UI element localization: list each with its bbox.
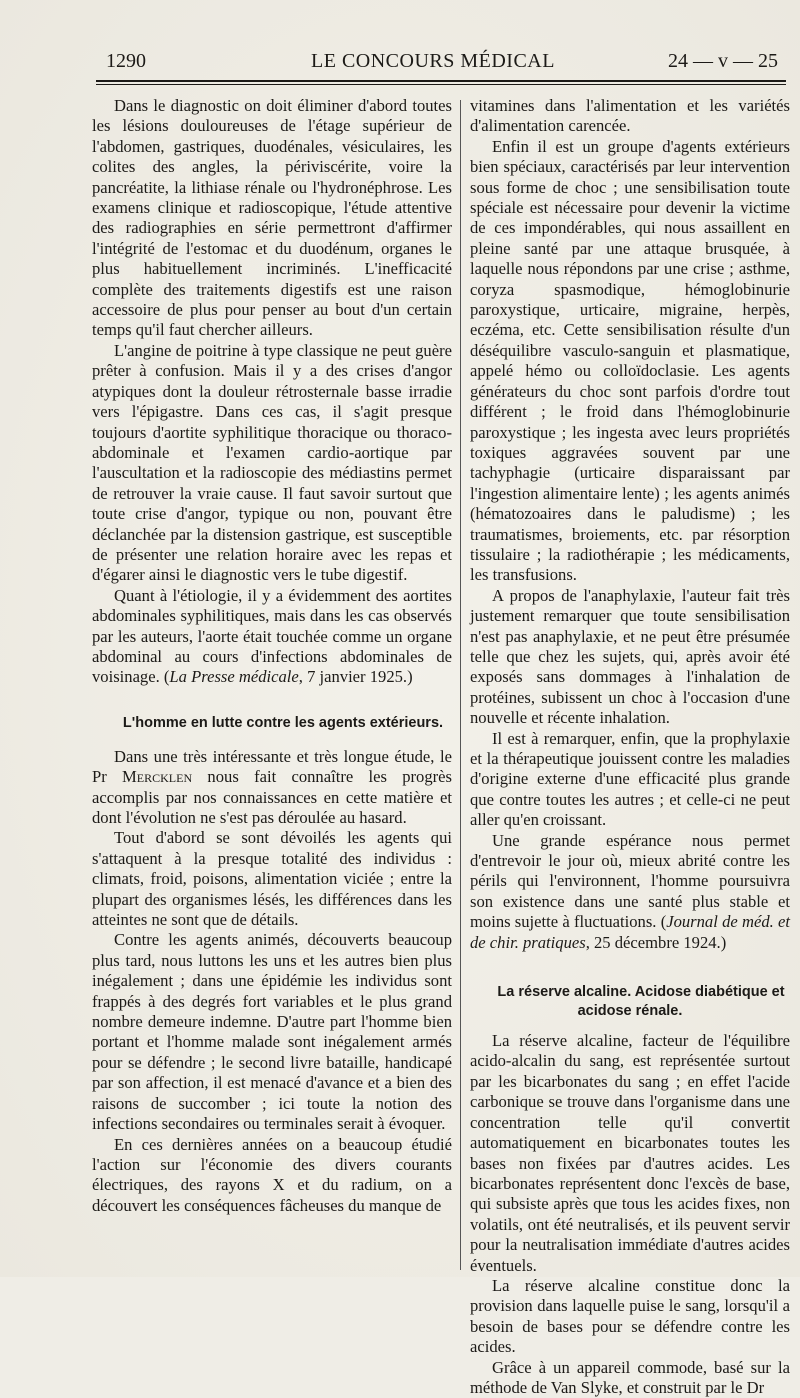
source-citation: La Presse médicale xyxy=(169,667,299,687)
paragraph: La réserve alcaline, facteur de l'équilibre acido-alcalin du sang, est représentée surtout par les bicarbonates du sang ; en effet l'acide carbonique se trouve dans l'organisme dans une concentration telle qu'il convertit automatiquement en bicarbonates toutes les bases non fixées par d'autres acides. Les bicarbonates représentent donc l'excès de base, qui subsiste après que tous les acides fixes, non volatils, ont été neutralisés, et ils peuvent servir pour la neutralisation immédiate d'autres acides éventuels. xyxy=(470,1031,790,1275)
running-header xyxy=(88,50,778,80)
column-divider xyxy=(460,100,461,1270)
paragraph: Une grande espérance nous permet d'entrevoir le jour où, mieux abrité contre les périls qui l'environnent, l'homme poursuivra son existence dans une santé plus stable et moins sujette à fluctuations. (Journal de méd. et de chir. pratiques, 25 décembre 1924.) xyxy=(470,830,790,952)
left-column xyxy=(92,96,452,1216)
paragraph: En ces dernières années on a beaucoup étudié l'action sur l'économie des divers courants électriques, des rayons X et du radium, on a découvert les conséquences fâcheuses du manque de xyxy=(92,1134,452,1215)
source-citation: Journal de méd. et de chir. pratiques xyxy=(470,912,790,952)
page-number: 1290 xyxy=(106,50,146,72)
paragraph: Enfin il est un groupe d'agents extérieurs bien spéciaux, caractérisés par leur intervention sous forme de choc ; une sensibilisation toute spéciale est nécessaire pour devenir la victime de ces impondérables, qui nous assaillent en pleine santé par une attaque brusquée, à laquelle nous répondons par une crise ; asthme, coryza spasmodique, hémoglobinurie paroxystique, urticaire, migraine, herpès, eczéma, etc. Cette sensibilisation résulte d'un déséquilibre vasculo-sanguin et plasmatique, appelé hémo ou colloïdoclasie. Les agents générateurs du choc sont parfois d'ordre tout différent ; le froid dans l'hémoglobinurie paroxystique ; les ingesta avec leurs propriétés toxiques aggravées souvent par une tachyphagie (urticaire disparaissant par l'ingestion alimentaire lente) ; les agents animés (hématozoaires dans le paludisme) ; les traumatismes, broiements, etc. par résorption tissulaire ; la radiothérapie ; les médicaments, les transfusions. xyxy=(470,136,790,585)
paragraph: Il est à remarquer, enfin, que la prophylaxie et la thérapeutique jouissent contre les maladies d'origine externe d'une efficacité plus grande que contre toutes les autres ; et celle-ci ne peut aller qu'en croissant. xyxy=(470,728,790,830)
paragraph: Grâce à un appareil commode, basé sur la méthode de Van Slyke, et construit par le Dr xyxy=(470,1357,790,1397)
paragraph: Tout d'abord se sont dévoilés les agents qui s'attaquent à la presque totalité des individus : climats, froid, poisons, alimentation viciée ; entre la plupart des organismes lésés, les différences dans les atteintes ne sont que de détails. xyxy=(92,828,452,930)
section-heading: La réserve alcaline. Acidose diabétique et acidose rénale. xyxy=(497,984,785,1020)
paragraph: Dans le diagnostic on doit éliminer d'abord toutes les lésions douloureuses de l'étage supérieur de l'abdomen, gastriques, duodénales, vésiculaires, les colites des angles, la périviscérite, voire la pancréatite, la lithiase rénale ou l'hydronéphrose. Les examens clinique et radioscopique, l'étude attentive des radiographies en série permettront d'affirmer l'intégrité de l'estomac et du duodénum, organes le plus habituellement incriminés. L'inefficacité complète des traitements digestifs est une raison accessoire de plus pour penser au bout d'un certain temps qu'il faut chercher ailleurs. xyxy=(92,96,452,340)
paragraph: Dans une très intéressante et très longue étude, le Pr Mercklen nous fait connaître les progrès accomplis par nos connaissances en cette matière et dont l'évolution ne s'est pas déroulée au hasard. xyxy=(92,746,452,827)
section-heading: L'homme en lutte contre les agents extérieurs. xyxy=(122,714,444,731)
paragraph: Quant à l'étiologie, il y a évidemment des aortites abdominales syphilitiques, mais dans les cas observés par les auteurs, l'aorte était touchée comme un organe abdominal au cours d'infections abdominales de voisinage. (La Presse médicale, 7 janvier 1925.) xyxy=(92,585,452,687)
paragraph: A propos de l'anaphylaxie, l'auteur fait très justement remarquer que toute sensibilisation n'est pas anaphylaxie, et ne peut être présumée telle que chez les sujets, qui, après avoir été exposés sans dommages à l'inhalation de protéines, subissent un choc à l'occasion d'une nouvelle et récente inhalation. xyxy=(470,585,790,728)
paragraph: La réserve alcaline constitue donc la provision dans laquelle puise le sang, lorsqu'il a besoin de bases pour se défendre contre les acides. xyxy=(470,1275,790,1357)
header-rule-thin xyxy=(96,84,786,85)
paragraph: Contre les agents animés, découverts beaucoup plus tard, nous luttons les uns et les autres bien plus inégalement ; dans une épidémie les individus sont frappés à des degrés fort variables et le plus grand nombre demeure indemne. D'autre part l'homme bien portant et l'homme malade sont inégalement armés pour se défendre ; le second livre bataille, handicapé par son affection, il est menacé d'avance et a bien des raisons de succomber ; ici toute la notion des infections secondaires ou terminales serait à évoquer. xyxy=(92,930,452,1134)
paragraph: L'angine de poitrine à type classique ne peut guère prêter à confusion. Mais il y a des crises d'angor atypiques dont la douleur rétrosternale basse irradie vers l'épigastre. Dans ces cas, il s'agit presque toujours d'aortite syphilitique thoracique ou thoraco-abdominale et l'examen cardio-aortique par l'auscultation et la radioscopie des médiastins permet de retrouver la vraie cause. Il faut savoir surtout que toute crise d'angor, typique ou non, pouvant être déclanchée par la distension gastrique, est susceptible de présenter une relation horaire avec les repas et d'égarer ainsi le diagnostic vers le tube digestif. xyxy=(92,340,452,585)
right-column xyxy=(470,96,790,1398)
author-name: Mercklen xyxy=(122,767,193,787)
journal-title: LE CONCOURS MÉDICAL xyxy=(311,50,555,72)
paragraph: vitamines dans l'alimentation et les variétés d'alimentation carencée. xyxy=(470,96,790,136)
header-rule xyxy=(96,80,786,82)
issue-date: 24 — v — 25 xyxy=(668,50,778,72)
